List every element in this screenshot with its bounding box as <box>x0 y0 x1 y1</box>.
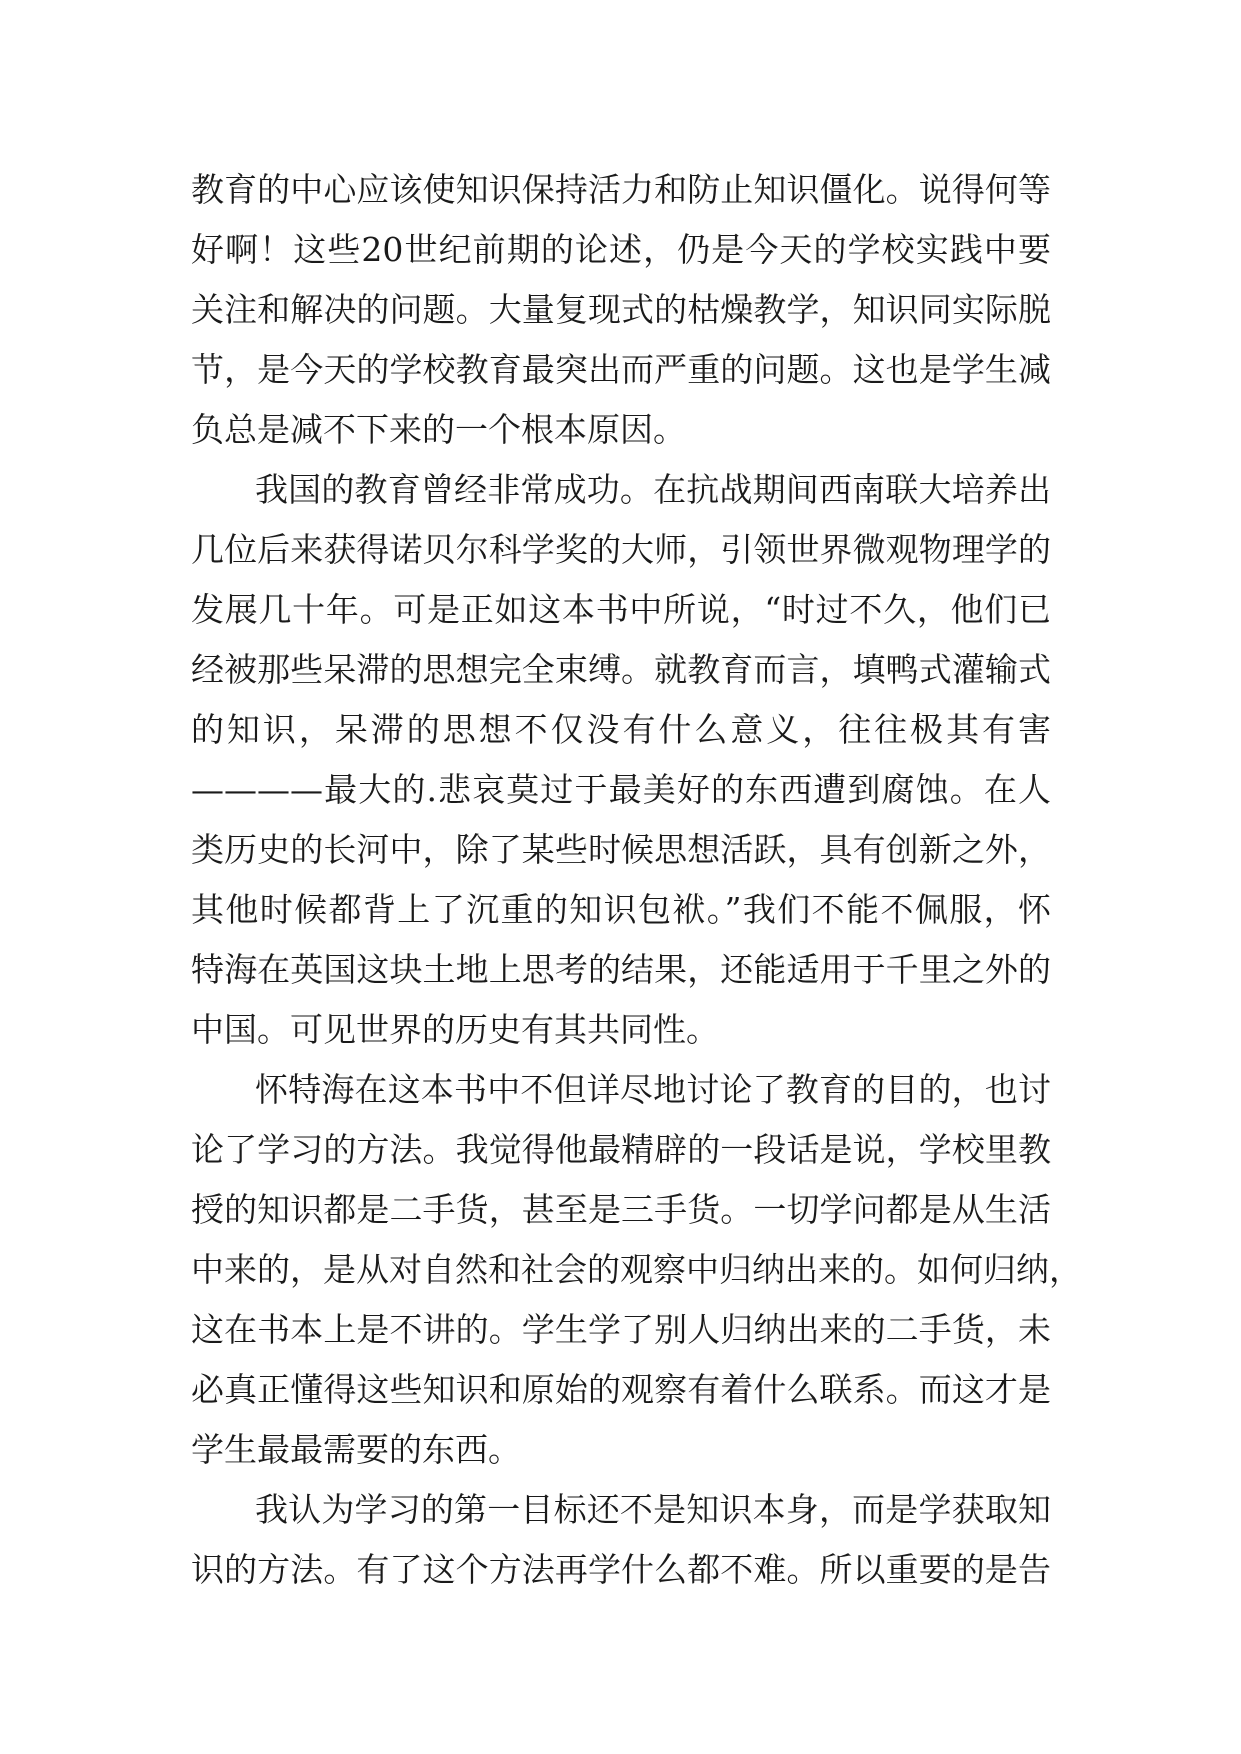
text-line: 识的方法。有了这个方法再学什么都不难。所以重要的是告 <box>191 1550 1051 1589</box>
text-line: 中国。可见世界的历史有其共同性。 <box>191 1010 719 1049</box>
paragraph <box>191 160 1051 460</box>
text-line: 其他时候都背上了沉重的知识包袱。”我们不能不佩服，怀 <box>191 890 1051 929</box>
text-line: ————最大的.悲哀莫过于最美好的东西遭到腐蚀。在人 <box>191 770 1051 809</box>
text-line: 节，是今天的学校教育最突出而严重的问题。这也是学生减 <box>191 350 1051 389</box>
text-line: 的知识，呆滞的思想不仅没有什么意义，往往极其有害 <box>191 710 1051 749</box>
text-line: 教育的中心应该使知识保持活力和防止知识僵化。说得何等 <box>191 170 1051 209</box>
text-line: 我认为学习的第一目标还不是知识本身，而是学获取知 <box>255 1490 1051 1529</box>
text-line: 负总是减不下来的一个根本原因。 <box>191 410 686 449</box>
text-line: 特海在英国这块土地上思考的结果，还能适用于千里之外的 <box>191 950 1051 989</box>
text-line: 学生最最需要的东西。 <box>191 1430 521 1469</box>
text-line: 这在书本上是不讲的。学生学了别人归纳出来的二手货，未 <box>191 1310 1051 1349</box>
paragraph <box>191 1060 1082 1480</box>
text-line: 我国的教育曾经非常成功。在抗战期间西南联大培养出 <box>255 470 1051 509</box>
text-line: 几位后来获得诺贝尔科学奖的大师，引领世界微观物理学的 <box>191 530 1051 569</box>
text-line: 授的知识都是二手货，甚至是三手货。一切学问都是从生活 <box>191 1190 1051 1229</box>
text-line: 必真正懂得这些知识和原始的观察有着什么联系。而这才是 <box>191 1370 1051 1409</box>
text-line: 论了学习的方法。我觉得他最精辟的一段话是说，学校里教 <box>191 1130 1051 1169</box>
text-line: 中来的，是从对自然和社会的观察中归纳出来的。如何归纳， <box>191 1250 1082 1289</box>
text-line: 关注和解决的问题。大量复现式的枯燥教学，知识同实际脱 <box>191 290 1051 329</box>
text-line: 好啊！这些20世纪前期的论述，仍是今天的学校实践中要 <box>191 230 1051 269</box>
paragraph <box>191 460 1051 1060</box>
text-line: 发展几十年。可是正如这本书中所说，“时过不久，他们已 <box>191 590 1051 629</box>
text-line: 类历史的长河中，除了某些时候思想活跃，具有创新之外， <box>191 830 1051 869</box>
text-line: 怀特海在这本书中不但详尽地讨论了教育的目的，也讨 <box>255 1070 1051 1109</box>
body-text <box>191 160 1082 1600</box>
paragraph <box>191 1480 1051 1600</box>
text-line: 经被那些呆滞的思想完全束缚。就教育而言，填鸭式灌输式 <box>191 650 1051 689</box>
